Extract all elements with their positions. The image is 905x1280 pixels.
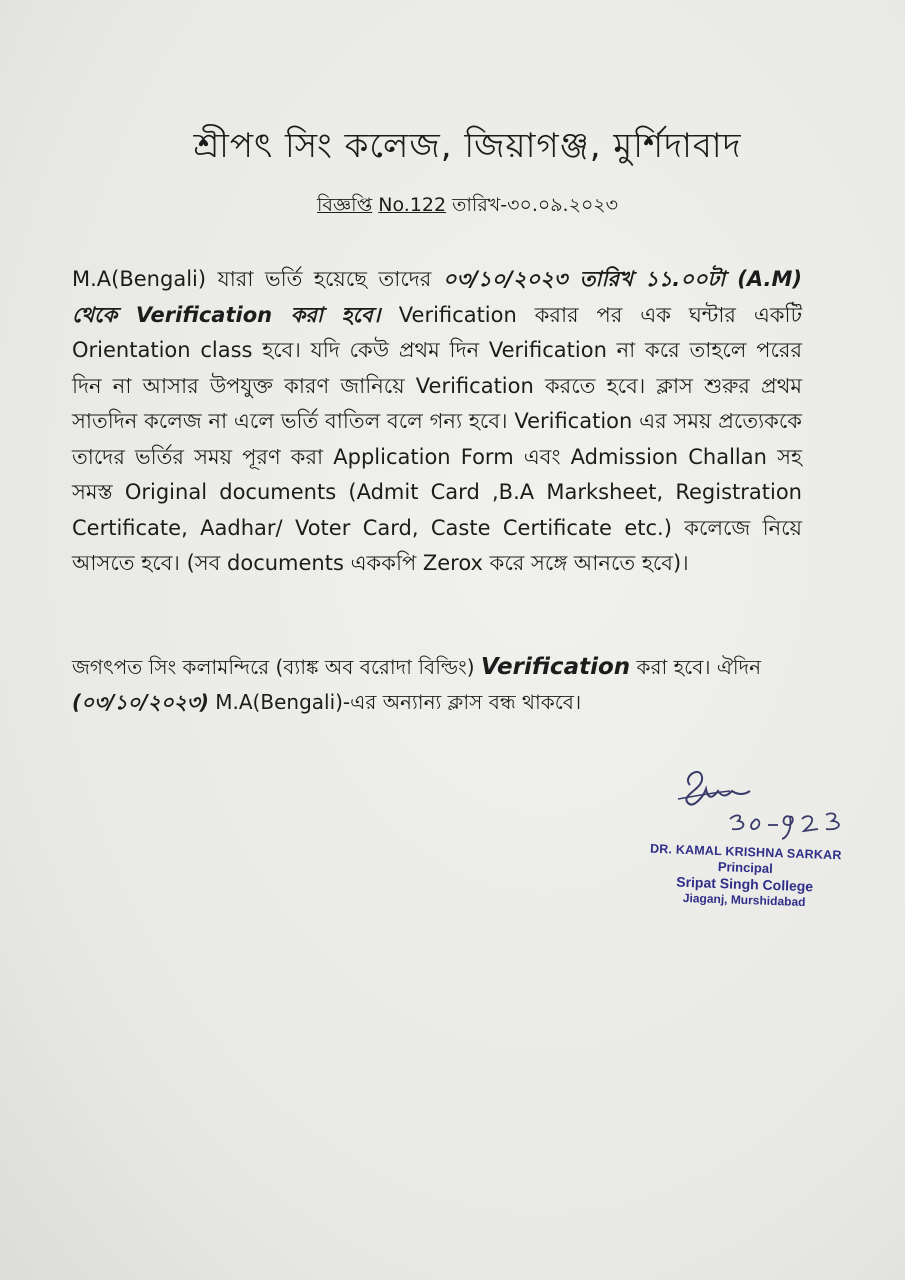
para1-part5: Verification করার পর এক ঘন্টার একটি Orientation class হবে। যদি কেউ প্রথম দিন Verification না করে তাহলে পরের দিন না আসার উপযুক্ত কারণ জানিয়ে Verification করতে হবে। ক্লাস শুরুর প্রথম সাতদিন কলেজ না এলে ভর্তি বাতিল বলে গন্য হবে। Verification এর সময় প্রত্যেককে তাদের ভর্তির সময় পূরণ করা Application Form এবং Admission Challan সহ সমস্ত Original documents (Admit Card ,B.A Marksheet, Registration Certificate, Aadhar/ Voter Card, Caste Certificate etc.) কলেজে নিয়ে আসতে হবে। (সব documents এককপি Zerox করে সঙ্গে আনতে হবে)। <box>72 302 803 575</box>
para1-part1: M.A(Bengali) যারা ভর্তি হয়েছে তাদের <box>72 267 443 291</box>
para2-part1: জগৎপত সিং কলামন্দিরে (ব্যাঙ্ক অব বরোদা বিল্ডিং) <box>72 655 481 679</box>
handwritten-signature <box>660 755 880 845</box>
notice-label: বিজ্ঞপ্তি <box>316 194 373 216</box>
notice-number: No.122 <box>378 194 447 216</box>
notice-paragraph-2 <box>72 650 792 720</box>
college-name: শ্রীপৎ সিং কলেজ, জিয়াগঞ্জ, মুর্শিদাবাদ <box>193 126 742 166</box>
notice-header <box>0 120 905 223</box>
para2-part3: করা হবে। ঐদিন <box>630 655 762 679</box>
notice-paragraph-1 <box>72 262 802 582</box>
para1-verification: Verification <box>135 302 273 327</box>
para1-date-time: ০৩/১০/২০২৩ তারিখ ১১.০০টা (A.M) থেকে <box>72 267 802 327</box>
signature-icon <box>660 755 880 845</box>
principal-stamp <box>619 841 871 912</box>
stamp-title: Principal <box>717 859 773 876</box>
notice-date: তারিখ-৩০.০৯.২০২৩ <box>452 194 619 216</box>
para2-part5: M.A(Bengali)-এর অন্যান্য ক্লাস বন্ধ থাকবে। <box>208 690 582 714</box>
para2-date: (০৩/১০/২০২৩) <box>72 690 209 714</box>
stamp-place: Jiaganj, Murshidabad <box>682 890 806 910</box>
stamp-name: DR. KAMAL KRISHNA SARKAR <box>649 841 842 863</box>
para1-part4: করা হবে। <box>272 302 399 327</box>
notice-reference <box>30 191 905 223</box>
para2-verification: Verification <box>480 654 631 680</box>
stamp-college: Sripat Singh College <box>676 873 814 895</box>
